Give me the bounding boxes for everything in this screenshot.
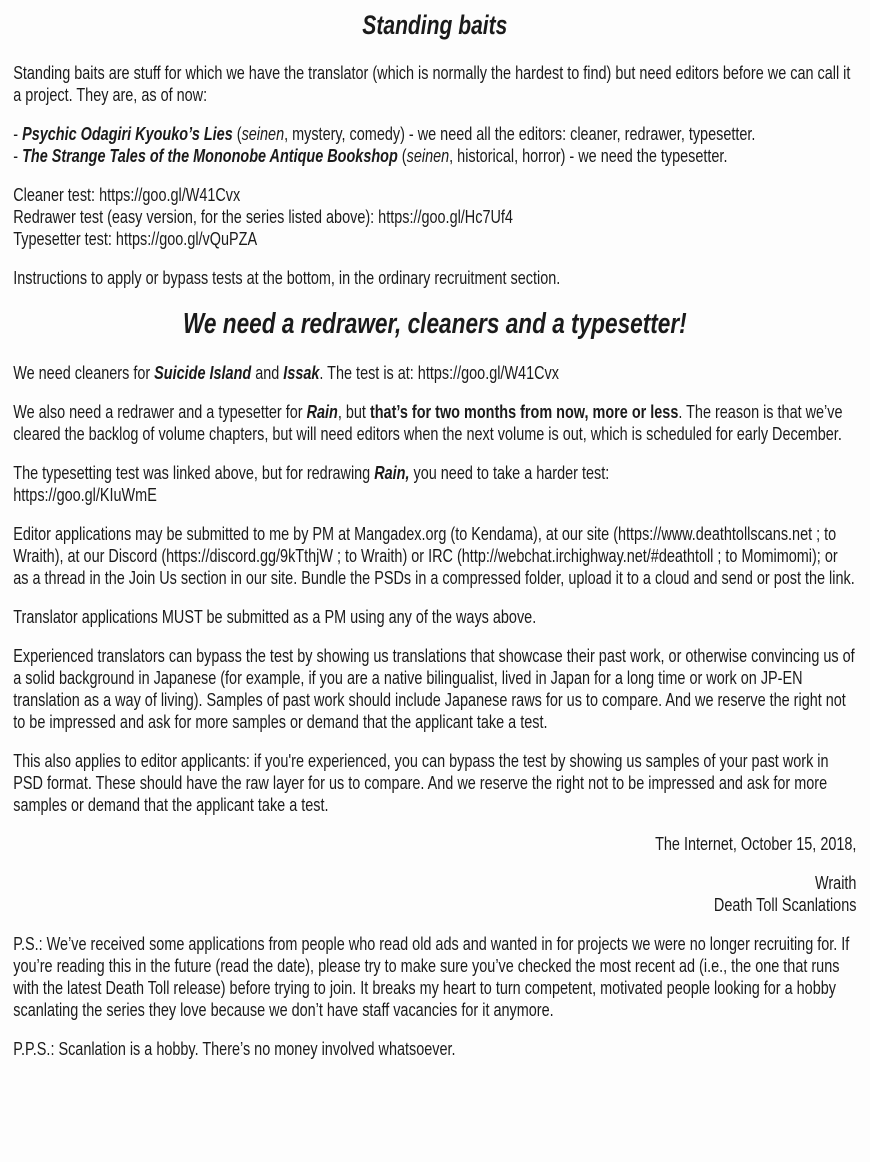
page-title: Standing baits: [362, 10, 508, 40]
cleaners-needed-paragraph: We need cleaners for Suicide Island and Issak. The test is at: https://goo.gl/W41Cvx: [13, 362, 559, 383]
editor-bypass-paragraph: This also applies to editor applicants: if you're experienced, you can bypass the test by showing us samples of your past work in PSD format. These should have the raw layer for us to compare. And we reserve the right not to be impressed and ask for more samples or demand that the applicant take a test.: [13, 750, 829, 815]
section-heading-recruitment: We need a redrawer, cleaners and a typesetter!: [182, 308, 687, 340]
postscript-paragraph: P.S.: We’ve received some applications from people who read old ads and wanted in for projects we were no longer recruiting for. If you’re reading this in the future (read the date), please try to make sure you’ve checked the most recent ad (i.e., the one that runs with the latest Death Toll release) before trying to join. It breaks my heart to turn competent, motivated people looking for a hobby scanlating the series they love because we don’t have staff vacancies for it anymore.: [13, 933, 850, 1020]
signature-name: Wraith: [815, 872, 857, 893]
test-links-list: Cleaner test: https://goo.gl/W41Cvx Redrawer test (easy version, for the series listed above): https://goo.gl/Hc7Uf4 Typesetter test: https://goo.gl/vQuPZA: [13, 184, 513, 249]
harder-test-paragraph: The typesetting test was linked above, but for redrawing Rain, you need to take a harder test: https://goo.gl/KIuWmE: [13, 462, 610, 505]
intro-paragraph: Standing baits are stuff for which we have the translator (which is normally the hardest to find) but need editors before we can call it a project. They are, as of now:: [13, 62, 851, 105]
signature-group: Death Toll Scanlations: [713, 894, 857, 915]
translator-applications-paragraph: Translator applications MUST be submitted as a PM using any of the ways above.: [13, 606, 537, 627]
bait-item-mononobe-bookshop: - The Strange Tales of the Mononobe Antique Bookshop (seinen, historical, horror) - we need the typesetter.: [13, 145, 728, 166]
bait-item-psychic-odagiri: - Psychic Odagiri Kyouko’s Lies (seinen, mystery, comedy) - we need all the editors: cleaner, redrawer, typesetter.: [13, 123, 756, 144]
rain-needs-paragraph: We also need a redrawer and a typesetter for Rain, but that’s for two months from now, more or less. The reason is that we’ve cleared the backlog of volume chapters, but will need editors when the next volume is out, which is scheduled for early December.: [13, 401, 843, 444]
instructions-note: Instructions to apply or bypass tests at the bottom, in the ordinary recruitment section.: [13, 267, 561, 288]
dateline: The Internet, October 15, 2018,: [655, 833, 857, 854]
signature-block: [13, 872, 856, 916]
standing-baits-list: [13, 123, 856, 167]
editor-applications-paragraph: Editor applications may be submitted to me by PM at Mangadex.org (to Kendama), at our site (https://www.deathtollscans.net ; to Wraith), at our Discord (https://discord.gg/9kTthjW ; to Wraith) or IRC (http://webchat.irchighway.net/#deathtoll ; to Momimomi); or as a thread in the Join Us section in our site. Bundle the PSDs in a compressed folder, upload it to a cloud and send or post the link.: [13, 523, 855, 588]
experienced-translators-paragraph: Experienced translators can bypass the test by showing us translations that showcase their past work, or otherwise convincing us of a solid background in Japanese (for example, if you are a native bilingualist, lived in Japan for a long time or work on JP-EN translation as a way of living). Samples of past work should include Japanese raws for us to compare. And we reserve the right not to be impressed and ask for more samples or demand that the applicant take a test.: [13, 645, 855, 732]
post-postscript-paragraph: P.P.S.: Scanlation is a hobby. There’s no money involved whatsoever.: [13, 1038, 456, 1059]
